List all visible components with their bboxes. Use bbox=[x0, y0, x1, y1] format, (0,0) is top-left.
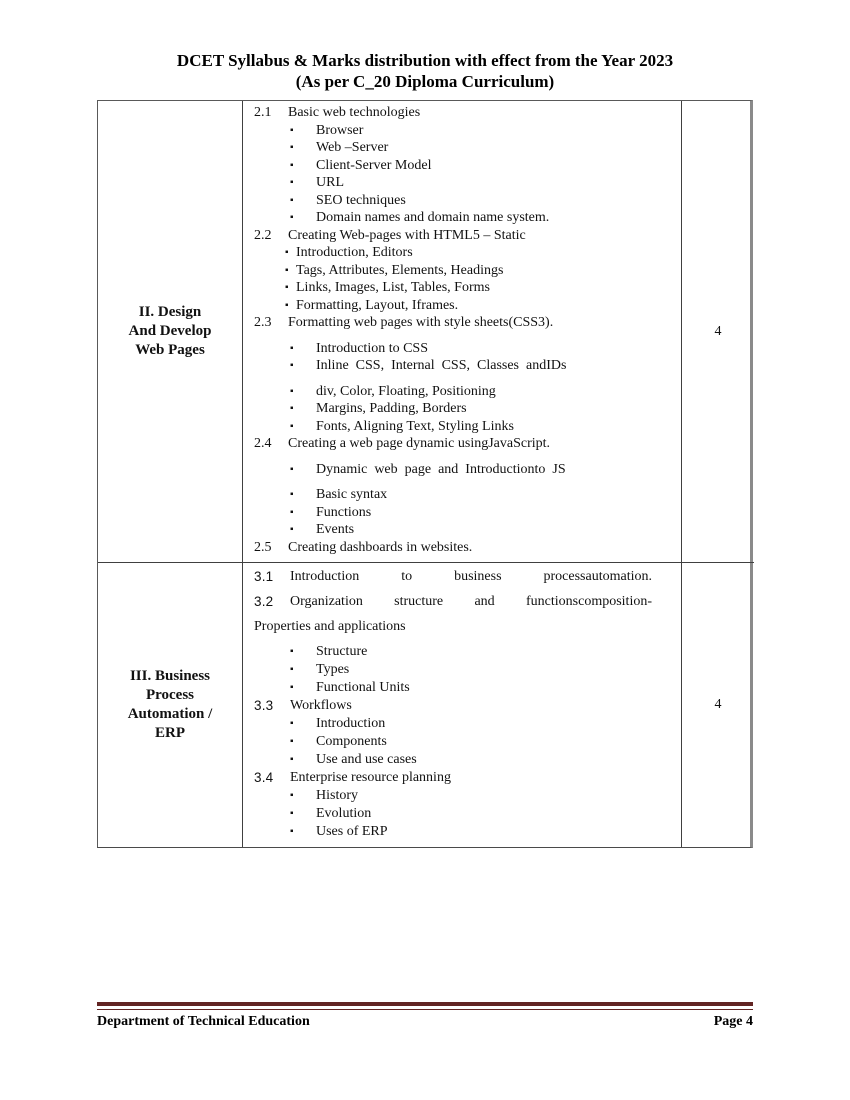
bullet-icon: ▪ bbox=[290, 736, 294, 747]
unit-title-line: II. Design bbox=[138, 304, 202, 320]
bullet-icon: ▪ bbox=[290, 177, 294, 188]
page-title bbox=[0, 50, 850, 92]
item-text: Basic web technologies bbox=[288, 105, 421, 120]
bullet-icon: ▪ bbox=[290, 754, 294, 765]
bullet-item bbox=[290, 661, 671, 679]
bullet-text: Events bbox=[316, 522, 355, 537]
bullet-text: Domain names and domain name system. bbox=[316, 210, 550, 225]
unit-title bbox=[129, 303, 212, 360]
bullet-item bbox=[290, 192, 671, 210]
bullet-text: Evolution bbox=[316, 806, 372, 821]
numbered-item bbox=[254, 697, 671, 715]
bullet-item bbox=[290, 805, 671, 823]
bullet-item bbox=[290, 122, 671, 140]
bullet-text: div, Color, Floating, Positioning bbox=[316, 383, 496, 399]
bullet-item bbox=[285, 279, 671, 297]
bullet-icon: ▪ bbox=[290, 385, 294, 397]
bullet-icon: ▪ bbox=[290, 124, 294, 136]
bullet-item bbox=[290, 679, 671, 697]
item-number: 3.2 bbox=[254, 594, 274, 609]
marks-value: 4 bbox=[714, 697, 722, 712]
bullet-text: Functional Units bbox=[316, 680, 410, 695]
item-number: 2.3 bbox=[254, 315, 272, 330]
bullet-text: History bbox=[316, 788, 358, 803]
bullet-text: Client-Server Model bbox=[316, 157, 432, 173]
numbered-item bbox=[254, 227, 671, 245]
marks-cell bbox=[682, 563, 754, 847]
bullet-text: Fonts, Aligning Text, Styling Links bbox=[316, 418, 514, 434]
bullet-text: Formatting, Layout, Iframes. bbox=[296, 297, 459, 313]
item-number: 3.4 bbox=[254, 770, 274, 785]
numbered-item bbox=[254, 539, 671, 557]
bullet-item bbox=[290, 418, 671, 436]
item-number: 2.2 bbox=[254, 227, 272, 243]
bullet-text: Components bbox=[316, 734, 387, 749]
bullet-text: URL bbox=[316, 175, 344, 190]
marks-cell bbox=[682, 101, 754, 563]
bullet-item bbox=[290, 787, 671, 805]
bullet-icon: ▪ bbox=[285, 264, 289, 276]
bullet-icon: ▪ bbox=[290, 808, 294, 819]
bullet-text: Types bbox=[316, 662, 350, 677]
bullet-item bbox=[290, 139, 671, 157]
item-text: Creating a web page dynamic usingJavaScript. bbox=[288, 436, 551, 451]
bullet-item bbox=[290, 521, 671, 539]
item-text: Creating Web-pages with HTML5 – Static bbox=[288, 227, 526, 243]
item-continuation: Properties and applications bbox=[254, 619, 406, 634]
bullet-icon: ▪ bbox=[290, 506, 294, 518]
bullet-text: Functions bbox=[316, 504, 372, 520]
bullet-text: Margins, Padding, Borders bbox=[316, 401, 467, 416]
bullet-icon: ▪ bbox=[290, 342, 294, 354]
unit-title-line: III. Business bbox=[129, 668, 211, 684]
bullet-text: Uses of ERP bbox=[316, 824, 388, 839]
bullet-icon: ▪ bbox=[290, 664, 294, 675]
bullet-item bbox=[285, 244, 671, 262]
bullet-item bbox=[290, 504, 671, 522]
syllabus-content-cell bbox=[243, 101, 682, 563]
numbered-item bbox=[254, 435, 671, 453]
item-number: 2.5 bbox=[254, 539, 272, 555]
syllabus-content-cell bbox=[243, 563, 682, 847]
bullet-icon: ▪ bbox=[290, 420, 294, 432]
page-title-line2: (As per C_20 Diploma Curriculum) bbox=[295, 72, 555, 91]
bullet-item bbox=[290, 461, 671, 479]
bullet-text: Browser bbox=[316, 122, 364, 138]
bullet-text: Inline CSS, Internal CSS, Classes andIDs bbox=[316, 358, 567, 373]
marks-value: 4 bbox=[714, 323, 722, 339]
footer-rule bbox=[97, 1002, 753, 1010]
unit-title-line: Web Pages bbox=[135, 342, 205, 358]
bullet-item bbox=[290, 823, 671, 841]
bullet-text: Basic syntax bbox=[316, 487, 388, 502]
unit-title-cell bbox=[98, 563, 243, 847]
item-text: Organization structure and functionscomposition- bbox=[290, 594, 652, 609]
bullet-item bbox=[290, 209, 671, 227]
numbered-item bbox=[254, 568, 671, 586]
footer bbox=[97, 1014, 753, 1030]
unit-title-line: ERP bbox=[155, 725, 185, 741]
bullet-text: Introduction to CSS bbox=[316, 340, 429, 356]
bullet-icon: ▪ bbox=[290, 360, 294, 371]
bullet-item bbox=[290, 357, 671, 375]
bullet-text: Introduction, Editors bbox=[296, 245, 413, 260]
syllabus-table bbox=[97, 100, 753, 848]
unit-title-cell bbox=[98, 101, 243, 563]
item-number: 3.1 bbox=[254, 569, 274, 584]
bullet-item bbox=[290, 157, 671, 175]
item-number: 2.1 bbox=[254, 105, 272, 120]
bullet-icon: ▪ bbox=[290, 212, 294, 223]
item-text: Creating dashboards in websites. bbox=[288, 539, 473, 555]
bullet-icon: ▪ bbox=[290, 159, 294, 171]
bullet-icon: ▪ bbox=[290, 524, 294, 535]
bullet-icon: ▪ bbox=[290, 790, 294, 801]
numbered-item bbox=[254, 104, 671, 122]
numbered-item bbox=[254, 769, 671, 787]
numbered-item bbox=[254, 593, 671, 611]
bullet-icon: ▪ bbox=[290, 489, 294, 500]
bullet-icon: ▪ bbox=[290, 826, 294, 837]
bullet-text: Introduction bbox=[316, 716, 386, 731]
bullet-item bbox=[290, 174, 671, 192]
item-number: 2.4 bbox=[254, 436, 272, 451]
item-text: Formatting web pages with style sheets(CSS3). bbox=[288, 315, 554, 330]
unit-title bbox=[128, 667, 213, 743]
bullet-text: Tags, Attributes, Elements, Headings bbox=[296, 262, 504, 278]
bullet-item bbox=[290, 383, 671, 401]
bullet-icon: ▪ bbox=[290, 646, 294, 657]
footer-department: Department of Technical Education bbox=[97, 1014, 310, 1029]
bullet-icon: ▪ bbox=[290, 142, 294, 153]
bullet-text: Use and use cases bbox=[316, 752, 417, 767]
footer-page-number: Page 4 bbox=[713, 1014, 753, 1029]
bullet-icon: ▪ bbox=[290, 718, 294, 729]
unit-title-line: And Develop bbox=[128, 323, 212, 339]
bullet-item bbox=[290, 486, 671, 504]
bullet-text: SEO techniques bbox=[316, 192, 406, 208]
bullet-item bbox=[290, 340, 671, 358]
unit-title-line: Automation / bbox=[127, 706, 213, 722]
bullet-text: Dynamic web page and Introductionto JS bbox=[316, 461, 566, 477]
item-text: Introduction to business processautomation. bbox=[290, 569, 652, 584]
bullet-item bbox=[285, 297, 671, 315]
bullet-item bbox=[285, 262, 671, 280]
bullet-text: Structure bbox=[316, 644, 368, 659]
item-text: Enterprise resource planning bbox=[290, 770, 451, 785]
item-number: 3.3 bbox=[254, 698, 274, 713]
bullet-icon: ▪ bbox=[285, 247, 289, 258]
bullet-item bbox=[290, 643, 671, 661]
bullet-icon: ▪ bbox=[290, 194, 294, 206]
bullet-icon: ▪ bbox=[290, 463, 294, 475]
bullet-item bbox=[290, 400, 671, 418]
item-text: Workflows bbox=[290, 698, 352, 713]
page-title-line1: DCET Syllabus & Marks distribution with effect from the Year 2023 bbox=[176, 51, 674, 70]
bullet-text: Links, Images, List, Tables, Forms bbox=[296, 280, 490, 295]
bullet-icon: ▪ bbox=[290, 682, 294, 693]
bullet-text: Web –Server bbox=[316, 140, 389, 155]
bullet-item bbox=[290, 751, 671, 769]
bullet-item bbox=[290, 733, 671, 751]
unit-title-line: Process bbox=[145, 687, 195, 703]
bullet-icon: ▪ bbox=[285, 282, 289, 293]
bullet-icon: ▪ bbox=[285, 299, 289, 311]
numbered-item bbox=[254, 314, 671, 332]
bullet-icon: ▪ bbox=[290, 403, 294, 414]
bullet-item bbox=[290, 715, 671, 733]
